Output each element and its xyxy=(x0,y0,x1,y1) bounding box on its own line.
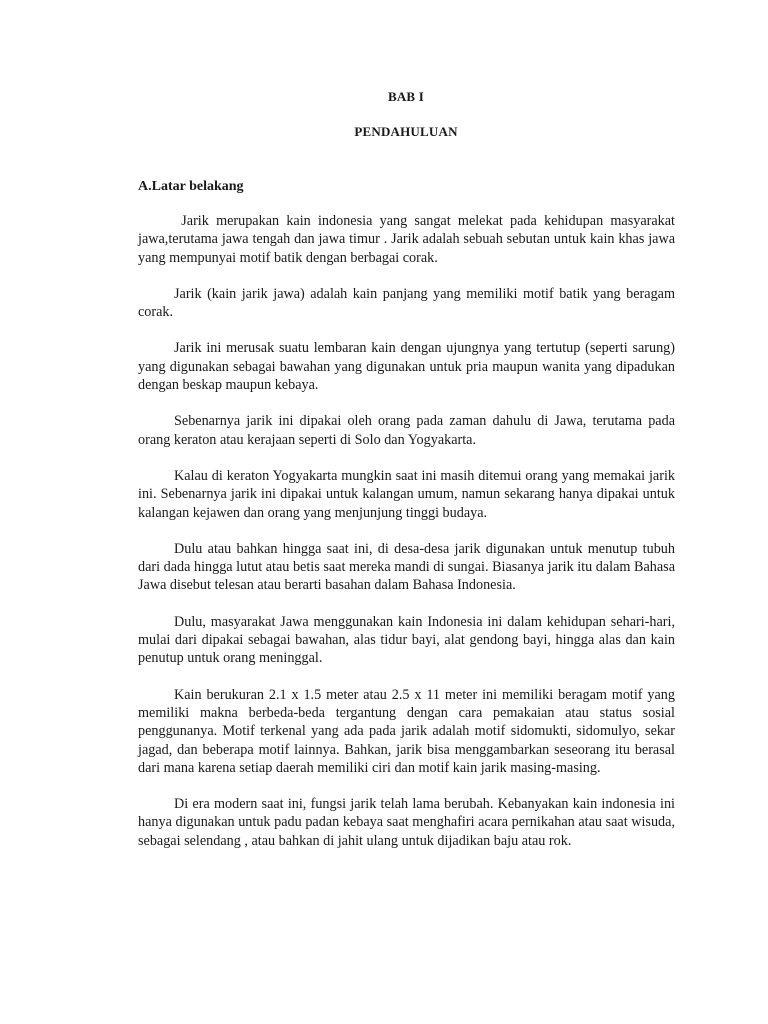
paragraph: Dulu, masyarakat Jawa menggunakan kain Indonesia ini dalam kehidupan sehari-hari, mulai dari dipakai sebagai bawahan, alas tidur bayi, alat gendong bayi, hingga alas dan kain penutup untuk orang meninggal. xyxy=(138,613,679,667)
paragraph: Kalau di keraton Yogyakarta mungkin saat ini masih ditemui orang yang memakai jarik ini. Sebenarnya jarik ini dipakai untuk kalangan umum, namun sekarang hanya dipakai untuk kalangan kejawen dan orang yang menjunjung tinggi budaya. xyxy=(138,467,679,521)
paragraph: Dulu atau bahkan hingga saat ini, di desa-desa jarik digunakan untuk menutup tubuh dari dada hingga lutut atau betis saat mereka mandi di sungai. Biasanya jarik itu dalam Bahasa Jawa disebut telesan atau berarti basahan dalam Bahasa Indonesia. xyxy=(138,540,679,594)
paragraph: Di era modern saat ini, fungsi jarik telah lama berubah. Kebanyakan kain indonesia ini hanya digunakan untuk padu padan kebaya saat menghafiri acara pernikahan atau saat wisuda, sebagai selendang , atau bahkan di jahit ulang untuk dijadikan baju atau rok. xyxy=(138,796,679,849)
paragraph: Jarik (kain jarik jawa) adalah kain panjang yang memiliki motif batik yang beragam corak. xyxy=(138,285,679,321)
paragraph: Kain berukuran 2.1 x 1.5 meter atau 2.5 x 11 meter ini memiliki beragam motif yang memiliki makna berbeda-beda tergantung dengan cara pemakaian atau status sosial penggunanya. Motif terkenal yang ada pada jarik adalah motif sidomukti, sidomulyo, sekar jagad, dan beberapa motif lainnya. Bahkan, jarik bisa menggambarkan seseorang itu berasal dari mana karena setiap daerah memiliki ciri dan motif kain jarik masing-masing. xyxy=(138,686,679,776)
chapter-title: PENDAHULUAN xyxy=(354,124,458,139)
paragraph: Jarik merupakan kain indonesia yang sangat melekat pada kehidupan masyarakat jawa,terutama jawa tengah dan jawa timur . Jarik adalah sebuah sebutan untuk kain khas jawa yang mempunyai motif batik dengan berbagai corak. xyxy=(138,213,679,266)
body-text xyxy=(138,212,679,868)
chapter-label: BAB I xyxy=(387,89,425,104)
paragraph: Jarik ini merusak suatu lembaran kain dengan ujungnya yang tertutup (seperti sarung) yang digunakan sebagai bawahan yang digunakan untuk pria maupun wanita yang dipadukan dengan beskap maupun kebaya. xyxy=(138,340,679,394)
section-heading: A.Latar belakang xyxy=(138,179,244,194)
paragraph: Sebenarnya jarik ini dipakai oleh orang pada zaman dahulu di Jawa, terutama pada orang keraton atau kerajaan seperti di Solo dan Yogyakarta. xyxy=(138,413,679,448)
